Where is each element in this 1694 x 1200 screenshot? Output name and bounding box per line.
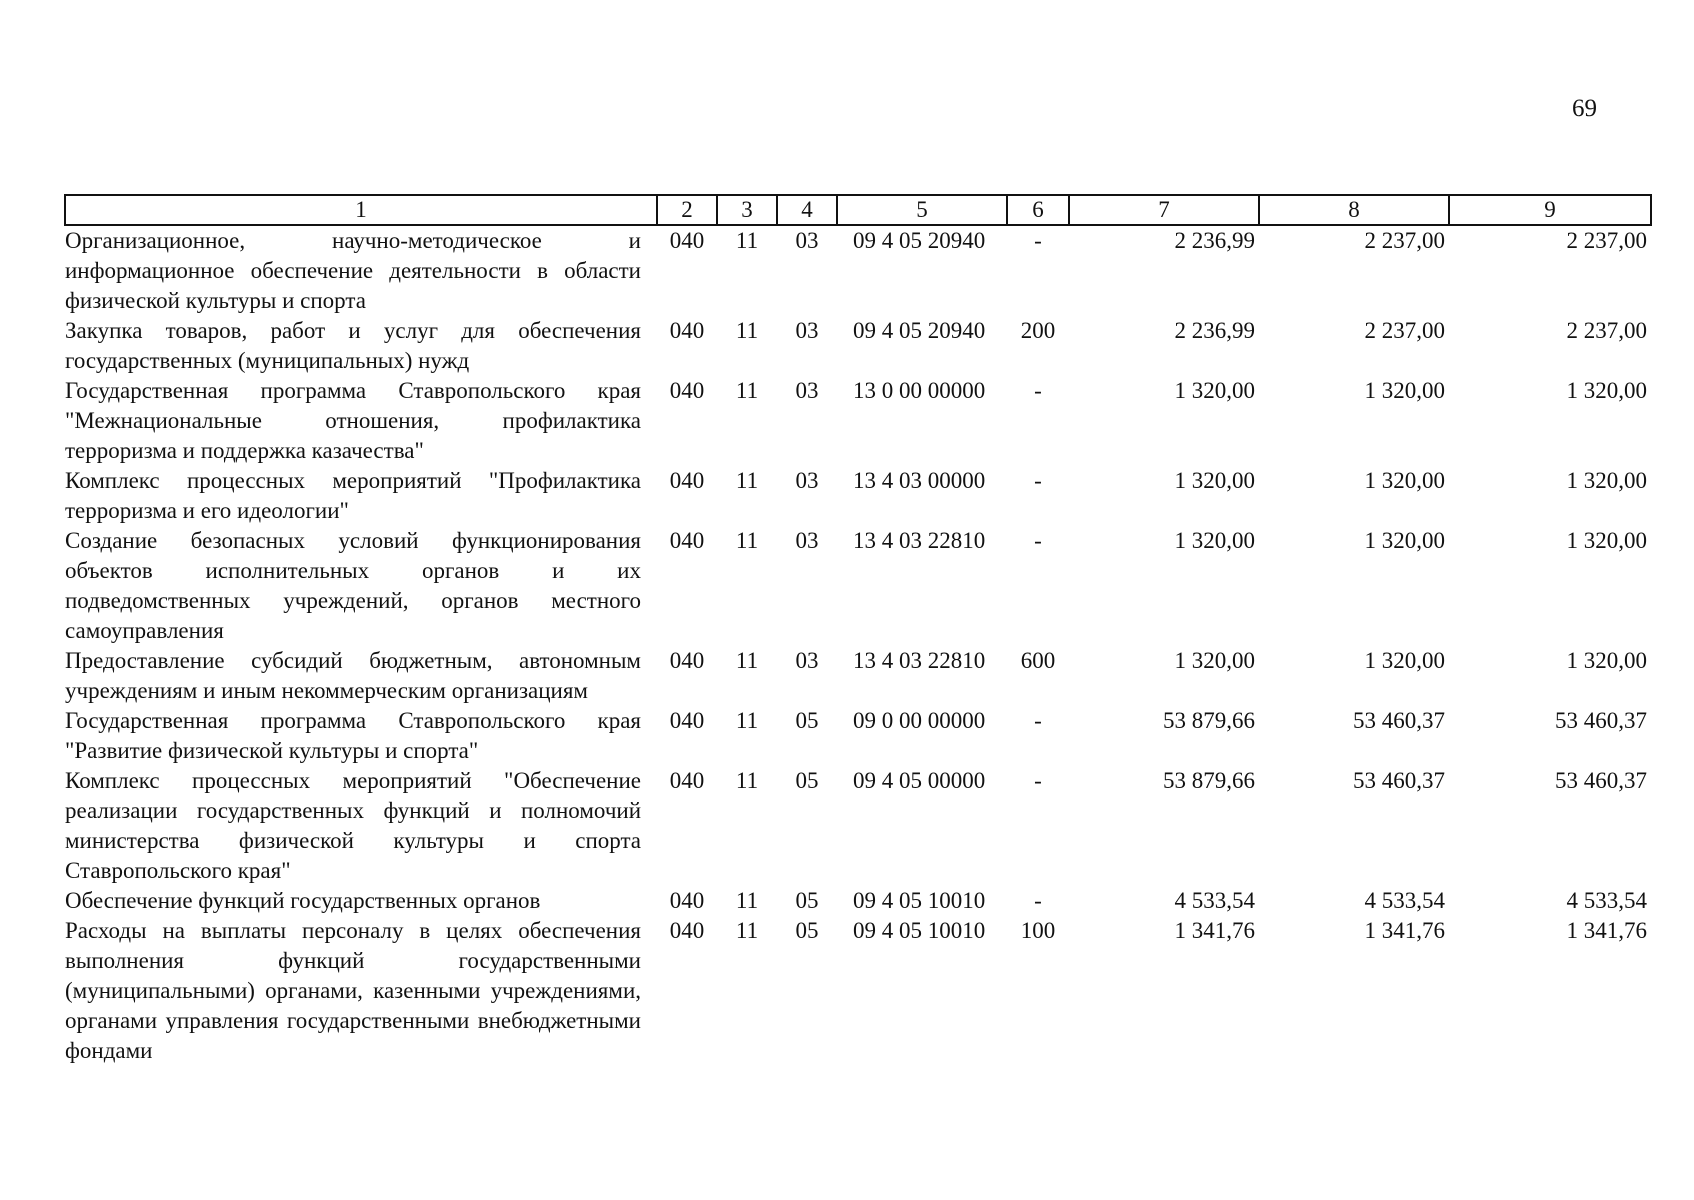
item-name: Организационное, научно-методическое и информационное обеспечение деятельности в области физической культуры и спорта (65, 228, 641, 313)
table-row (65, 886, 1651, 916)
amount-col9: 2 237,00 (1566, 318, 1647, 343)
subsection-code: 03 (795, 318, 819, 343)
expense-type-code: - (1034, 528, 1042, 553)
item-name: Предоставление субсидий бюджетным, автономным учреждениям и иным некоммерческим организациям (65, 648, 641, 703)
ministry-code: 040 (669, 378, 705, 403)
table-row (65, 225, 1651, 316)
target-article-code: 13 4 03 22810 (853, 648, 986, 673)
table-row (65, 526, 1651, 646)
subsection-code: 05 (795, 708, 819, 733)
section-code: 11 (735, 528, 759, 553)
amount-col9: 1 320,00 (1566, 378, 1647, 403)
section-code: 11 (735, 708, 759, 733)
page-number: 69 (1572, 95, 1597, 122)
expense-type-code: 600 (1020, 648, 1056, 673)
section-code: 11 (735, 768, 759, 793)
ministry-code: 040 (669, 318, 705, 343)
target-article-code: 13 0 00 00000 (853, 378, 986, 403)
amount-col9: 53 460,37 (1555, 708, 1647, 733)
expense-type-code: - (1034, 708, 1042, 733)
expense-type-code: 100 (1020, 918, 1056, 943)
item-name: Государственная программа Ставропольского края "Межнациональные отношения, профилактика терроризма и поддержка казачества" (65, 378, 641, 463)
amount-col7: 53 879,66 (1163, 768, 1255, 793)
header-cell: 3 (717, 195, 777, 225)
subsection-code: 05 (795, 888, 819, 913)
subsection-code: 03 (795, 468, 819, 493)
expense-type-code: - (1034, 768, 1042, 793)
amount-col8: 1 320,00 (1364, 648, 1445, 673)
item-name: Комплекс процессных мероприятий "Обеспечение реализации государственных функций и полномочий министерства физической культуры и спорта Ставропольского края" (65, 768, 641, 883)
table-row (65, 766, 1651, 886)
table-row (65, 466, 1651, 526)
header-row (65, 195, 1651, 225)
table-row (65, 316, 1651, 376)
table-body (65, 225, 1651, 1066)
amount-col9: 1 341,76 (1566, 918, 1647, 943)
item-name: Создание безопасных условий функционирования объектов исполнительных органов и их подведомственных учреждений, органов местного самоуправления (65, 528, 641, 643)
header-cell: 1 (65, 195, 657, 225)
amount-col8: 1 320,00 (1364, 378, 1445, 403)
header-cell: 9 (1449, 195, 1651, 225)
section-code: 11 (735, 318, 759, 343)
target-article-code: 09 4 05 20940 (853, 318, 986, 343)
target-article-code: 13 4 03 22810 (853, 528, 986, 553)
amount-col8: 53 460,37 (1353, 768, 1445, 793)
amount-col9: 1 320,00 (1566, 528, 1647, 553)
target-article-code: 09 4 05 00000 (853, 768, 986, 793)
expense-type-code: - (1034, 378, 1042, 403)
ministry-code: 040 (669, 648, 705, 673)
ministry-code: 040 (669, 768, 705, 793)
subsection-code: 03 (795, 528, 819, 553)
amount-col9: 4 533,54 (1566, 888, 1647, 913)
table-row (65, 706, 1651, 766)
expense-type-code: - (1034, 468, 1042, 493)
section-code: 11 (735, 228, 759, 253)
subsection-code: 05 (795, 918, 819, 943)
amount-col8: 1 341,76 (1364, 918, 1445, 943)
header-cell: 6 (1007, 195, 1069, 225)
header-cell: 2 (657, 195, 717, 225)
section-code: 11 (735, 468, 759, 493)
amount-col8: 1 320,00 (1364, 528, 1445, 553)
expense-type-code: - (1034, 888, 1042, 913)
ministry-code: 040 (669, 708, 705, 733)
target-article-code: 09 4 05 10010 (853, 918, 986, 943)
header-cell: 5 (837, 195, 1007, 225)
section-code: 11 (735, 378, 759, 403)
header-cell: 8 (1259, 195, 1449, 225)
amount-col7: 1 341,76 (1174, 918, 1255, 943)
table-row (65, 376, 1651, 466)
amount-col7: 1 320,00 (1174, 378, 1255, 403)
amount-col9: 2 237,00 (1566, 228, 1647, 253)
item-name: Государственная программа Ставропольского края "Развитие физической культуры и спорта" (65, 708, 641, 763)
item-name: Закупка товаров, работ и услуг для обеспечения государственных (муниципальных) нужд (65, 318, 641, 373)
amount-col7: 4 533,54 (1174, 888, 1255, 913)
section-code: 11 (735, 888, 759, 913)
subsection-code: 05 (795, 768, 819, 793)
subsection-code: 03 (795, 228, 819, 253)
section-code: 11 (735, 648, 759, 673)
ministry-code: 040 (669, 468, 705, 493)
amount-col9: 1 320,00 (1566, 468, 1647, 493)
amount-col7: 1 320,00 (1174, 528, 1255, 553)
amount-col8: 53 460,37 (1353, 708, 1445, 733)
expense-type-code: - (1034, 228, 1042, 253)
header-cell: 7 (1069, 195, 1259, 225)
amount-col7: 2 236,99 (1174, 318, 1255, 343)
amount-col7: 1 320,00 (1174, 468, 1255, 493)
table-header (65, 195, 1651, 225)
item-name: Обеспечение функций государственных органов (65, 888, 541, 913)
ministry-code: 040 (669, 918, 705, 943)
item-name: Расходы на выплаты персоналу в целях обеспечения выполнения функций государственными (муниципальными) органами, казенными учреждениями, органами управления государственными внебюджетными фондами (65, 918, 641, 1063)
amount-col8: 2 237,00 (1364, 318, 1445, 343)
subsection-code: 03 (795, 648, 819, 673)
amount-col7: 2 236,99 (1174, 228, 1255, 253)
header-cell: 4 (777, 195, 837, 225)
target-article-code: 09 4 05 20940 (853, 228, 986, 253)
amount-col7: 1 320,00 (1174, 648, 1255, 673)
section-code: 11 (735, 918, 759, 943)
table-row (65, 916, 1651, 1066)
ministry-code: 040 (669, 528, 705, 553)
table-row (65, 646, 1651, 706)
subsection-code: 03 (795, 378, 819, 403)
ministry-code: 040 (669, 888, 705, 913)
amount-col9: 1 320,00 (1566, 648, 1647, 673)
target-article-code: 09 4 05 10010 (853, 888, 986, 913)
ministry-code: 040 (669, 228, 705, 253)
expense-type-code: 200 (1020, 318, 1056, 343)
target-article-code: 09 0 00 00000 (853, 708, 986, 733)
budget-table (64, 194, 1652, 1066)
item-name: Комплекс процессных мероприятий "Профилактика терроризма и его идеологии" (65, 468, 641, 523)
amount-col9: 53 460,37 (1555, 768, 1647, 793)
target-article-code: 13 4 03 00000 (853, 468, 986, 493)
amount-col8: 2 237,00 (1364, 228, 1445, 253)
amount-col8: 4 533,54 (1364, 888, 1445, 913)
amount-col8: 1 320,00 (1364, 468, 1445, 493)
amount-col7: 53 879,66 (1163, 708, 1255, 733)
